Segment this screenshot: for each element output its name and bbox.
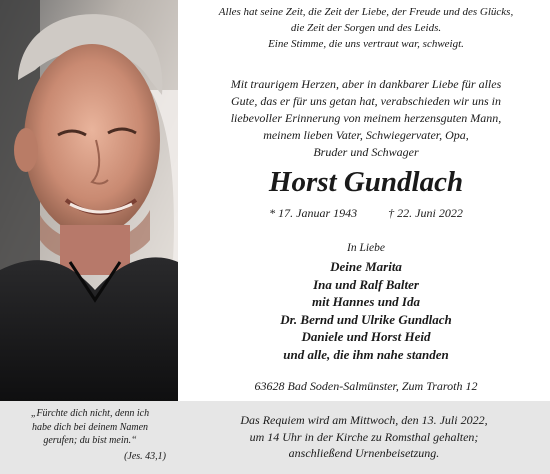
mourner-line: Ina und Ralf Balter	[313, 276, 419, 292]
obituary-text	[190, 0, 542, 401]
requiem-line: um 14 Uhr in der Kirche zu Romsthal gehalten;	[249, 429, 479, 444]
motto-line: Alles hat seine Zeit, die Zeit der Liebe, der Freude und des Glücks,	[218, 6, 514, 18]
verse-line: habe dich bei deinem Namen	[31, 421, 149, 433]
mourner-line: und alle, die ihm nahe standen	[283, 346, 449, 362]
motto-line: die Zeit der Sorgen und des Leids.	[290, 22, 442, 34]
intro-line: liebevoller Erinnerung von meinem herzensguten Mann,	[230, 111, 502, 125]
requiem-line: anschließend Urnenbeisetzung.	[288, 446, 440, 460]
mourner-line: Dr. Bernd und Ulrike Gundlach	[280, 311, 452, 327]
portrait-photo	[0, 0, 178, 401]
birth-date: * 17. Januar 1943	[269, 206, 358, 220]
life-dates	[190, 205, 542, 221]
requiem-line: Das Requiem wird am Mittwoch, den 13. Juli 2022,	[240, 413, 488, 427]
portrait-illustration	[0, 0, 178, 401]
requiem-info-box	[178, 401, 550, 474]
motto	[190, 4, 542, 52]
deceased-name: Horst Gundlach	[268, 166, 464, 198]
intro-line: meinem lieben Vater, Schwiegervater, Opa,	[263, 128, 469, 142]
death-date: † 22. Juni 2022	[388, 206, 463, 220]
verse-line: „Fürchte dich nicht, denn ich	[30, 408, 150, 419]
intro-text	[190, 76, 542, 161]
mourner-line: Deine Marita	[330, 259, 402, 274]
bible-verse-box	[0, 401, 178, 474]
intro-line: Bruder und Schwager	[313, 145, 419, 159]
verse-line: gerufen; du bist mein.“	[43, 435, 137, 446]
mourner-line: mit Hannes und Ida	[311, 294, 420, 309]
mourners-list	[190, 258, 542, 363]
motto-line: Eine Stimme, die uns vertraut war, schweigt.	[268, 38, 464, 50]
intro-line: Mit traurigem Herzen, aber in dankbarer Liebe für alles	[230, 77, 502, 91]
intro-line: Gute, das er für uns getan hat, verabschieden wir uns in	[231, 94, 501, 108]
mourner-line: Daniele und Horst Heid	[301, 329, 431, 344]
mourners-intro: In Liebe	[346, 242, 385, 254]
family-address: 63628 Bad Soden-Salmünster, Zum Traroth 12	[254, 379, 478, 393]
verse-reference: (Jes. 43,1)	[124, 450, 166, 462]
